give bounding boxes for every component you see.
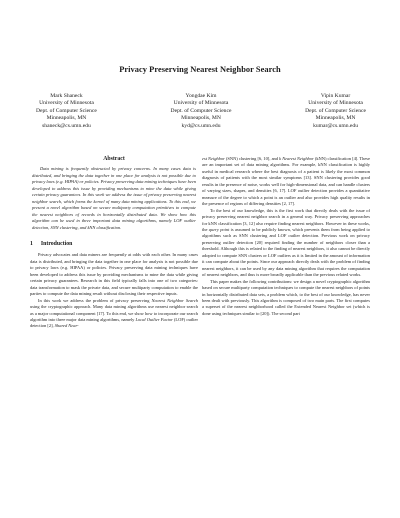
- section-number: 1: [30, 240, 33, 247]
- text-run: (SNN) clustering [6, 10], and: [224, 156, 280, 161]
- author-dept: Dept. of Computer Science: [36, 107, 97, 114]
- text-run: using the cryptographic approach. Many data mining algorithms use nearest neighbor search as a major computational component [17]. To this end, we show how to incorporate our search algorithm into three major data mining algorithms, namely: [30, 304, 198, 322]
- author-2: [171, 93, 232, 130]
- author-1: [36, 93, 97, 130]
- left-column: [30, 156, 198, 330]
- author-name: Mark Shaneck: [50, 93, 83, 99]
- author-name: Vipin Kumar: [320, 93, 351, 99]
- text-run: To the best of our knowledge, this is the first work that directly deals with the issue of privacy preserving nearest neighbor search in a general way. Privacy preserving approaches for kNN classification [3, 12] also require finding nearest neighbors. However in these works, the: [202, 207, 370, 232]
- author-affiliation: University of Minnesota: [173, 100, 229, 107]
- abstract-text: Data mining is frequently obstructed by privacy concerns. In many cases data is distributed, and bringing the data together in one place for analysis is not possible due to privacy laws (e.g. HIPAA) or policies. Privacy preserving data mining techniques have been developed to address this issue by providing mechanisms to mine the data while giving certain privacy guarantees. In this work we address the issue of privacy preserving nearest neighbor search, which forms the kernel of many data mining applications. To this end, we present a novel algorithm based on secure multiparty computation primitives to compute the nearest neighbors of records in horizontally distributed data. We show how this algorithm can be used in three important data mining algorithms, namely LOF outlier detection, SNN clustering, and kNN classification.: [32, 166, 196, 230]
- author-name: Yongdae Kim: [185, 93, 217, 99]
- emphasis-term: Shared Near-: [54, 323, 79, 329]
- text-run: In this work we address the problem of privacy preserving: [38, 297, 152, 303]
- section-heading: [30, 241, 198, 247]
- text-run: (kNN) classification [4]. These are an important set of data mining algorithms. For example, kNN classification is highly useful in medical research where the best diagnosis of a patient is likely the most common diagnosis of patients with the most similar symptoms [13]. SNN clustering provides good results in the presence of noise, works well for high-dimensional data, and can handle clusters of varying sizes, shapes, and densities [6, 17]. LOF outlier detection provides a quantitative measure of the degree to which a point is an outlier and also provides high quality results in the presence of regions of differing densities [2, 17].: [202, 156, 371, 207]
- abstract-heading: Abstract: [103, 156, 125, 162]
- intro-paragraph-4: This paper makes the following contributions: we design a novel cryptographic algorithm based on secure multiparty computation techniques to compute the nearest neighbors of points in horizontally distributed data sets, a problem which, to the best of our knowledge, has never been dealt with previously. This algorithm is composed of two main parts. The first computes a superset of the nearest neighborhood called the Extended Nearest Neighbor set (which is done using techniques similar to [20]). The second part: [202, 278, 370, 316]
- emphasis-term: Local Outlier Factor: [135, 316, 173, 322]
- text-run: is assumed to be publicly known, which prevents them from being applied to algorithms such as SNN clustering and LOF outlier detection. Previous work on privacy preserving outlier detection [20] required finding the number of neighbors closer than a threshold. Although this is related to the finding of nearest neighbors, it also cannot be directly adopted to compute SNN clusters or LOF outliers as it is limited in the amount of information it can compute about the points. Since our approach directly deals with the problem of finding nearest neighbors, it can be used by any data mining algorithm that requires the computation of nearest neighbors, and thus is more broadly applicable than the previous related works.: [202, 226, 370, 278]
- author-dept: Dept. of Computer Science: [170, 107, 232, 114]
- author-email: shaneck@cs.umn.edu: [42, 122, 91, 129]
- emphasis-term: Nearest Neighbor Search: [151, 297, 199, 303]
- author-dept: Dept. of Computer Science: [305, 107, 366, 114]
- author-city: Minneapolis, MN: [315, 115, 356, 122]
- emphasis-term: query point: [208, 226, 230, 232]
- author-city: Minneapolis, MN: [181, 115, 221, 122]
- intro-paragraph-2: [30, 298, 198, 330]
- author-affiliation: University of Minnesota: [39, 100, 94, 107]
- text-run: (LOF) outlier detection [2],: [30, 316, 198, 329]
- author-city: Minneapolis, MN: [46, 115, 87, 122]
- emphasis-term: est Neighbor: [202, 156, 225, 161]
- author-3: [305, 93, 366, 130]
- intro-paragraph-3: [202, 208, 370, 279]
- author-email: kyd@cs.umn.edu: [181, 122, 221, 129]
- paper-title: Privacy Preserving Nearest Neighbor Search: [119, 65, 281, 74]
- emphasis-term: k Nearest Neighbor: [279, 156, 314, 161]
- intro-paragraph-continued: [202, 156, 370, 208]
- right-column: [202, 156, 370, 317]
- section-title: Introduction: [40, 240, 73, 247]
- author-email: kumar@cs.umn.edu: [313, 122, 358, 129]
- author-affiliation: University of Minnesota: [308, 100, 363, 107]
- author-block: [36, 93, 366, 130]
- intro-paragraph-1: Privacy advocates and data miners are frequently at odds with each other. In many cases data is distributed, and bringing the data together in one place for analysis is not possible due to privacy laws (e.g. HIPAA) or policies. Privacy preserving data mining techniques have been developed to address this issue by providing mechanisms to mine the data while giving certain privacy guarantees. Research in this field typically falls into one of two categories: data transformation to mask the private data, and secure multiparty computation to enable the parties to compute the data mining result without disclosing their respective inputs.: [30, 252, 198, 297]
